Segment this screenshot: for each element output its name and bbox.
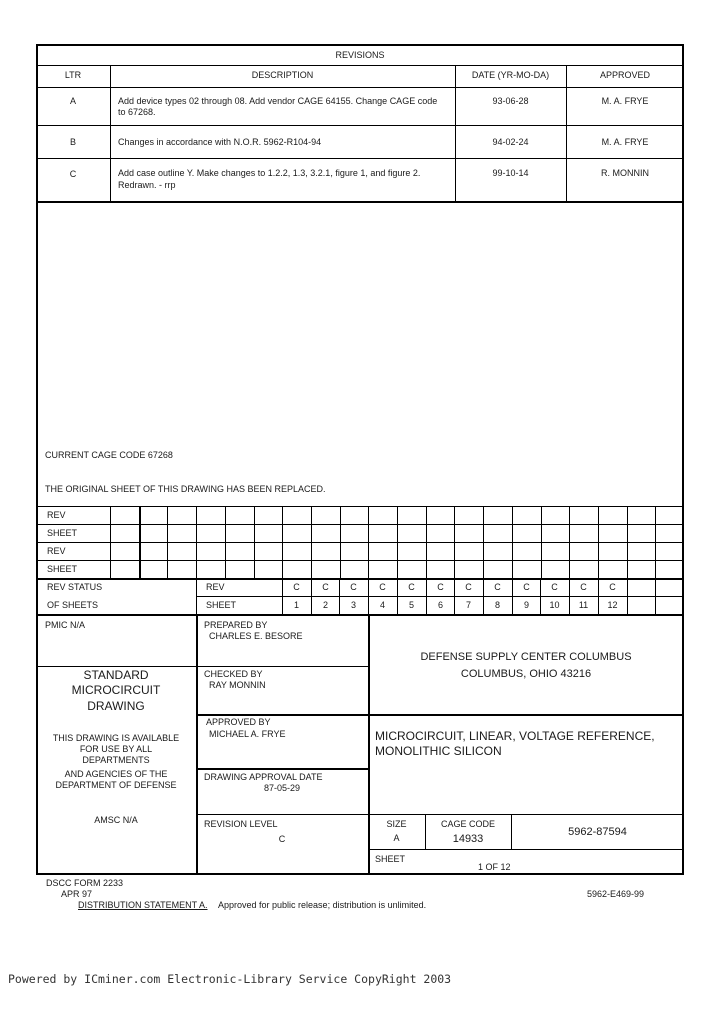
rule-line: [196, 666, 368, 667]
smd-title-1: STANDARD: [83, 668, 149, 682]
rule-line: [167, 506, 168, 578]
rule-line: [36, 614, 684, 616]
rule-line: [36, 524, 684, 525]
rule-line: [254, 506, 255, 578]
availability-4: AND AGENCIES OF THE: [64, 769, 168, 779]
rev-desc: Add device types 02 through 08. Add vendor CAGE 64155. Change CAGE code: [118, 96, 438, 106]
rule-line: [483, 506, 484, 578]
rev-approved: M. A. FRYE: [601, 137, 649, 147]
drawing-number: 5962-87594: [568, 826, 627, 838]
rule-line: [196, 814, 368, 815]
status-sheet-cell: 12: [607, 600, 618, 610]
rule-line: [36, 87, 684, 88]
grid-label-sheet: SHEET: [47, 528, 78, 538]
current-cage-code: CURRENT CAGE CODE 67268: [45, 450, 173, 460]
rule-line: [368, 714, 684, 716]
size-label: SIZE: [386, 819, 407, 829]
rule-line: [340, 506, 341, 578]
prepared-by: CHARLES E. BESORE: [209, 631, 303, 641]
cage-code-value: 14933: [452, 833, 484, 845]
rule-line: [36, 666, 196, 667]
powered-by-watermark: Powered by ICminer.com Electronic-Library Service CopyRight 2003: [8, 972, 452, 986]
of-sheets-label: OF SHEETS: [47, 600, 99, 610]
original-sheet-note: THE ORIGINAL SHEET OF THIS DRAWING HAS BEEN REPLACED.: [45, 484, 326, 494]
status-sheet-cell: 7: [465, 600, 471, 610]
rule-line: [368, 506, 369, 578]
rule-line: [598, 506, 599, 578]
approved-by: MICHAEL A. FRYE: [209, 729, 286, 739]
status-sheet-cell: 2: [322, 600, 328, 610]
rule-line: [627, 506, 628, 578]
rule-line: [36, 158, 684, 159]
rule-line: [426, 506, 427, 578]
rule-line: [196, 578, 197, 614]
status-rev-cell: C: [580, 582, 587, 592]
sheet-of: 1 OF 12: [478, 862, 511, 872]
status-sheet-cell: 4: [379, 600, 385, 610]
status-rev-cell: C: [551, 582, 558, 592]
rule-line: [196, 768, 368, 770]
rule-line: [36, 542, 684, 543]
availability-1: THIS DRAWING IS AVAILABLE: [52, 733, 180, 743]
availability-5: DEPARTMENT OF DEFENSE: [55, 780, 177, 790]
status-sheet-cell: 9: [523, 600, 529, 610]
rule-line: [454, 506, 455, 578]
amsc: AMSC N/A: [94, 815, 138, 825]
rev-ltr: A: [69, 96, 76, 106]
grid-label-rev: REV: [47, 510, 66, 520]
rule-line: [196, 596, 684, 597]
status-sheet-cell: 5: [408, 600, 414, 610]
checked-by-label: CHECKED BY: [204, 669, 263, 679]
availability-2: FOR USE BY ALL: [79, 744, 153, 754]
status-rev-cell: C: [523, 582, 530, 592]
rev-desc-cont: Redrawn. - rrp: [118, 180, 176, 190]
status-rev-cell: C: [437, 582, 444, 592]
rule-line: [110, 65, 111, 201]
col-header-approved: APPROVED: [599, 70, 650, 80]
distribution-text: Approved for public release; distribution is unlimited.: [218, 900, 427, 910]
rev-approved: M. A. FRYE: [601, 96, 649, 106]
col-header-description: DESCRIPTION: [251, 70, 314, 80]
cage-code-label: CAGE CODE: [440, 819, 495, 829]
rule-line: [36, 560, 684, 561]
grid-label-rev: REV: [47, 546, 66, 556]
status-rev-cell: C: [322, 582, 329, 592]
rule-line: [311, 506, 312, 578]
drawing-title-1: MICROCIRCUIT, LINEAR, VOLTAGE REFERENCE,: [375, 729, 655, 743]
approval-date-label: DRAWING APPROVAL DATE: [204, 772, 323, 782]
rule-line: [36, 125, 684, 126]
rev-desc: Changes in accordance with N.O.R. 5962-R104-94: [118, 137, 322, 147]
agency-name: DEFENSE SUPPLY CENTER COLUMBUS: [420, 651, 632, 663]
drawing-title-2: MONOLITHIC SILICON: [375, 744, 502, 758]
status-rev-cell: C: [408, 582, 415, 592]
rule-line: [655, 506, 656, 578]
rule-line: [225, 506, 226, 578]
status-sheet-cell: 3: [350, 600, 356, 610]
rule-line: [36, 578, 684, 580]
col-header-ltr: LTR: [64, 70, 82, 80]
rev-date: 93-06-28: [492, 96, 529, 106]
distribution-label: DISTRIBUTION STATEMENT A.: [78, 900, 208, 910]
rule-line: [569, 506, 570, 578]
rule-line: [455, 65, 456, 201]
status-sheet-cell: 8: [494, 600, 500, 610]
rule-line: [110, 506, 111, 578]
rule-line: [368, 814, 684, 815]
status-rev-cell: C: [494, 582, 501, 592]
rule-line: [196, 714, 368, 716]
rev-approved: R. MONNIN: [601, 168, 649, 178]
sheet-label: SHEET: [375, 854, 406, 864]
prepared-by-label: PREPARED BY: [204, 620, 268, 630]
rule-line: [139, 506, 141, 578]
checked-by: RAY MONNIN: [209, 680, 266, 690]
revision-level: C: [278, 834, 286, 844]
status-rev-cell: C: [609, 582, 616, 592]
size-value: A: [393, 833, 400, 843]
approved-by-label: APPROVED BY: [206, 717, 271, 727]
status-sheet-cell: 6: [437, 600, 443, 610]
rule-line: [196, 506, 197, 578]
approval-date: 87-05-29: [263, 783, 301, 793]
form-number: DSCC FORM 2233: [46, 878, 124, 888]
rev-date: 94-02-24: [492, 137, 529, 147]
status-sheet-cell: 10: [549, 600, 560, 610]
smd-title-3: DRAWING: [87, 699, 145, 713]
rule-line: [627, 578, 628, 614]
pmic: PMIC N/A: [45, 620, 86, 630]
rule-line: [566, 65, 567, 201]
status-sheet-label: SHEET: [206, 600, 237, 610]
rev-desc: Add case outline Y. Make changes to 1.2.2, 1.3, 3.2.1, figure 1, and figure 2.: [118, 168, 421, 178]
smd-title-2: MICROCIRCUIT: [71, 683, 161, 697]
form-date: APR 97: [61, 889, 93, 899]
status-rev-label: REV: [206, 582, 225, 592]
document-number: 5962-E469-99: [587, 889, 645, 899]
rule-line: [36, 201, 684, 203]
rev-date: 99-10-14: [492, 168, 529, 178]
status-rev-cell: C: [293, 582, 300, 592]
status-rev-cell: C: [350, 582, 357, 592]
status-sheet-cell: 1: [293, 600, 299, 610]
rev-status-label: REV STATUS: [47, 582, 103, 592]
revision-level-label: REVISION LEVEL: [204, 819, 278, 829]
availability-3: DEPARTMENTS: [82, 755, 150, 765]
rule-line: [36, 506, 684, 507]
grid-label-sheet: SHEET: [47, 564, 78, 574]
rule-line: [282, 506, 283, 578]
status-rev-cell: C: [379, 582, 386, 592]
revisions-title: REVISIONS: [335, 50, 385, 60]
rev-ltr: C: [69, 169, 77, 179]
rule-line: [397, 506, 398, 578]
rev-ltr: B: [69, 137, 76, 147]
rule-line: [36, 65, 684, 66]
status-sheet-cell: 11: [578, 600, 589, 610]
status-rev-cell: C: [465, 582, 472, 592]
rule-line: [655, 578, 656, 614]
rule-line: [512, 506, 513, 578]
agency-address: COLUMBUS, OHIO 43216: [460, 668, 592, 680]
col-header-date: DATE (YR-MO-DA): [471, 70, 550, 80]
rule-line: [368, 849, 684, 850]
rev-desc-cont: to 67268.: [118, 107, 156, 117]
rule-line: [541, 506, 542, 578]
